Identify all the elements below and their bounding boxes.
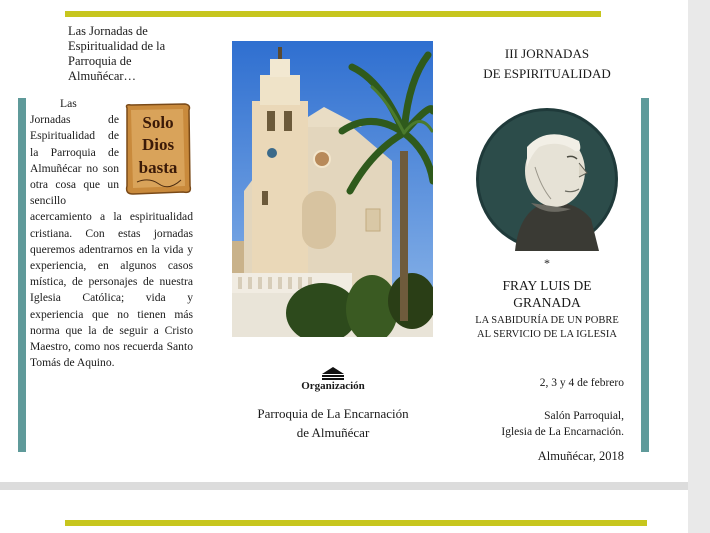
page-separator	[0, 482, 688, 490]
organization-label: Organización	[301, 380, 365, 392]
organization-name-line-1: Parroquia de La Encarnación	[257, 406, 409, 421]
event-subtitle	[455, 314, 639, 342]
next-page	[0, 490, 688, 533]
event-title-line-2: DE ESPIRITUALIDAD	[483, 65, 611, 81]
organization-name-line-2: de Almuñécar	[296, 425, 370, 440]
asterisk-ornament: *	[544, 256, 550, 270]
event-dates: 2, 3 y 4 de febrero	[539, 377, 624, 389]
speaker-name-line-2: GRANADA	[513, 295, 581, 310]
event-venue-line-1: Salón Parroquial,	[544, 410, 624, 422]
event-subtitle-line-1: LA SABIDURÍA DE UN POBRE	[475, 315, 619, 326]
event-title-line-1: III JORNADAS	[504, 46, 590, 61]
portrait-engraving	[475, 107, 619, 251]
organization-logo-icon	[322, 367, 344, 381]
event-venue-line-2: Iglesia de La Encarnación.	[501, 426, 624, 438]
next-page-accent-bar	[65, 520, 647, 526]
organization-name	[240, 404, 426, 442]
event-title	[467, 44, 627, 83]
parchment-line-3: basta	[138, 158, 178, 177]
left-body-text	[30, 96, 193, 371]
church-photo	[232, 41, 433, 337]
left-heading: Las Jornadas de Espiritualidad de la Parroquia de Almuñécar…	[68, 24, 166, 83]
parchment-line-2: Dios	[141, 135, 175, 154]
scroll-gutter[interactable]	[688, 0, 710, 533]
left-body-paragraph: Las Jornadas de Espiritualidad de la Parroquia de Almuñécar no son otra cosa que un sencillo acercamiento a la espiritualidad cristiana. Con estas jornadas queremos adentrarnos en la vida y experiencia, en algunos casos mística, de personajes de nuestra Iglesia Católica; vida y experiencia que no tienen más norma que la de seguir a Cristo Maestro, como nos recuerda Santo Tomás de Aquino.	[30, 97, 193, 370]
left-side-bar	[18, 98, 26, 452]
parchment-line-1: Solo	[142, 113, 174, 132]
event-subtitle-line-2: AL SERVICIO DE LA IGLESIA	[477, 329, 617, 340]
top-accent-bar	[65, 11, 601, 17]
speaker-name	[477, 277, 617, 311]
right-side-bar	[641, 98, 649, 452]
place-and-year: Almuñécar, 2018	[537, 449, 624, 463]
parchment-image	[123, 102, 193, 196]
event-venue	[470, 408, 624, 440]
speaker-name-line-1: FRAY LUIS DE	[502, 278, 592, 293]
